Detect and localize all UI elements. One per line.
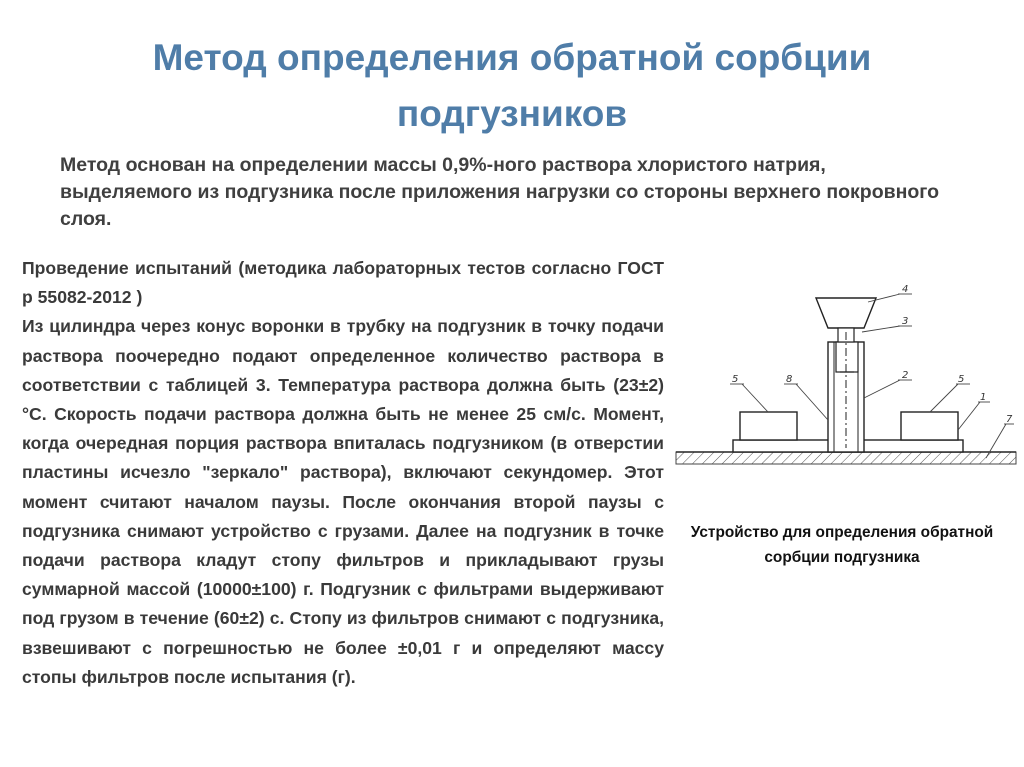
base-ground [676,452,1016,464]
procedure-body: Из цилиндра через конус воронки в трубку на подгузник в точку подачи раствора поочередно подают определенное количество раствора в соответствии с таблицей 3. Температура раствора должна быть (23±2)°С. Скорость подачи раствора должна быть не менее 25 см/с. Момент, когда очередная порция раствора впиталась подгузником (в отверстии пластины исчезло "зеркало" раствора), включают секундомер. Этот момент считают началом паузы. После окончания второй паузы с подгузника снимают устройство с грузами. Далее на подгузник в точке подачи раствора кладут стопу фильтров и прикладывают грузы суммарной массой (10000±100) г. Подгузник с фильтрами выдерживают под грузом в течение (60±2) с. Стопу из фильтров снимают с подгузника, взвешивают с погрешностью не более ±0,01 г и определяют массу стопы фильтров после испытания (г). [22,316,664,687]
label-1: 1 [980,392,987,403]
label-7: 7 [1006,414,1013,425]
funnel [816,298,876,328]
label-4: 4 [902,284,909,295]
weight-left [740,412,797,440]
label-5-right: 5 [958,374,965,385]
procedure-heading: Проведение испытаний (методика лабораторных тестов согласно ГОСТ р 55082-2012 ) [22,258,664,308]
device-diagram [668,280,1024,480]
intro-paragraph: Метод основан на определении массы 0,9%-ного раствора хлористого натрия, выделяемого из подгузника после приложения нагрузки со стороны верхнего покровного слоя. [60,154,940,230]
label-8: 8 [786,374,793,385]
figure-caption: Устройство для определения обратной сорбции подгузника [690,524,994,566]
procedure-text [22,254,664,692]
weight-right [901,412,958,440]
label-3: 3 [902,316,909,327]
slide-title: Метод определения обратной сорбции подгузников [152,37,872,134]
label-5-left: 5 [732,374,739,385]
inner-cylinder [836,342,858,372]
device-diagram-svg [668,280,1024,480]
label-2: 2 [902,370,909,381]
